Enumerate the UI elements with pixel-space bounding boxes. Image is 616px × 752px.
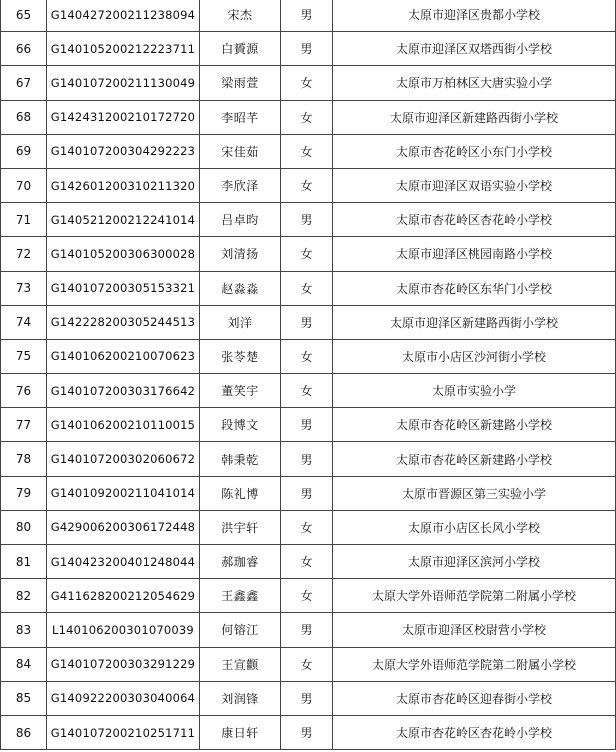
gender-cell: 男 [281, 681, 333, 715]
school-cell: 太原市迎泽区双塔西街小学校 [333, 32, 616, 66]
row-number-cell: 79 [1, 476, 47, 510]
gender-cell: 男 [281, 442, 333, 476]
student-id-cell: G140922200303040064 [47, 681, 200, 715]
school-cell: 太原市杏花岭区东华门小学校 [333, 271, 616, 305]
table-row [1, 237, 616, 271]
student-name-cell: 梁雨萱 [200, 66, 281, 100]
student-name-cell: 陈礼博 [200, 476, 281, 510]
student-id-cell: G140105200306300028 [47, 237, 200, 271]
student-name-cell: 王宣颧 [200, 647, 281, 681]
row-number-cell: 82 [1, 579, 47, 613]
school-cell: 太原市小店区长风小学校 [333, 510, 616, 544]
gender-cell: 女 [281, 168, 333, 202]
student-id-cell: G140106200210110015 [47, 408, 200, 442]
student-name-cell: 刘润锋 [200, 681, 281, 715]
gender-cell: 女 [281, 339, 333, 373]
table-row [1, 613, 616, 647]
gender-cell: 女 [281, 579, 333, 613]
school-cell: 太原市迎泽区校尉营小学校 [333, 613, 616, 647]
row-number-cell: 76 [1, 374, 47, 408]
student-id-cell: G140423200401248044 [47, 545, 200, 579]
gender-cell: 男 [281, 613, 333, 647]
gender-cell: 男 [281, 408, 333, 442]
student-name-cell: 王鑫鑫 [200, 579, 281, 613]
table-row [1, 681, 616, 715]
table-row [1, 100, 616, 134]
row-number-cell: 72 [1, 237, 47, 271]
gender-cell: 男 [281, 305, 333, 339]
school-cell: 太原市杏花岭区新建路小学校 [333, 442, 616, 476]
table-row [1, 134, 616, 168]
student-id-cell: G140107200211130049 [47, 66, 200, 100]
row-number-cell: 83 [1, 613, 47, 647]
gender-cell: 女 [281, 100, 333, 134]
student-table-body [1, 0, 616, 750]
student-name-cell: 吕卓昀 [200, 203, 281, 237]
student-id-cell: G140106200210070623 [47, 339, 200, 373]
gender-cell: 男 [281, 0, 333, 32]
student-name-cell: 刘洋 [200, 305, 281, 339]
school-cell: 太原市万柏林区大唐实验小学 [333, 66, 616, 100]
school-cell: 太原大学外语师范学院第二附属小学校 [333, 579, 616, 613]
student-name-cell: 李昭芊 [200, 100, 281, 134]
student-name-cell: 刘清扬 [200, 237, 281, 271]
student-name-cell: 张苓楚 [200, 339, 281, 373]
row-number-cell: 65 [1, 0, 47, 32]
school-cell: 太原市迎泽区新建路西街小学校 [333, 100, 616, 134]
student-name-cell: 康日轩 [200, 715, 281, 749]
row-number-cell: 78 [1, 442, 47, 476]
table-row [1, 715, 616, 749]
gender-cell: 男 [281, 203, 333, 237]
student-id-cell: G142228200305244513 [47, 305, 200, 339]
row-number-cell: 69 [1, 134, 47, 168]
row-number-cell: 70 [1, 168, 47, 202]
school-cell: 太原市小店区沙河街小学校 [333, 339, 616, 373]
row-number-cell: 73 [1, 271, 47, 305]
table-row [1, 32, 616, 66]
school-cell: 太原市迎泽区贵都小学校 [333, 0, 616, 32]
row-number-cell: 86 [1, 715, 47, 749]
student-id-cell: G411628200212054629 [47, 579, 200, 613]
student-name-cell: 韩秉乾 [200, 442, 281, 476]
gender-cell: 女 [281, 134, 333, 168]
row-number-cell: 84 [1, 647, 47, 681]
school-cell: 太原市杏花岭区杏花岭小学校 [333, 203, 616, 237]
student-id-cell: G140107200304292223 [47, 134, 200, 168]
school-cell: 太原市杏花岭区杏花岭小学校 [333, 715, 616, 749]
table-row [1, 408, 616, 442]
student-name-cell: 何镕江 [200, 613, 281, 647]
row-number-cell: 80 [1, 510, 47, 544]
row-number-cell: 85 [1, 681, 47, 715]
gender-cell: 女 [281, 510, 333, 544]
student-id-cell: G142601200310211320 [47, 168, 200, 202]
student-name-cell: 白贇源 [200, 32, 281, 66]
gender-cell: 女 [281, 647, 333, 681]
row-number-cell: 75 [1, 339, 47, 373]
student-id-cell: G140107200210251711 [47, 715, 200, 749]
table-row [1, 545, 616, 579]
student-name-cell: 李欣泽 [200, 168, 281, 202]
gender-cell: 男 [281, 32, 333, 66]
student-name-cell: 董笑宇 [200, 374, 281, 408]
gender-cell: 女 [281, 545, 333, 579]
student-name-cell: 段博文 [200, 408, 281, 442]
student-id-cell: G140107200305153321 [47, 271, 200, 305]
student-id-cell: L140106200301070039 [47, 613, 200, 647]
student-id-cell: G429006200306172448 [47, 510, 200, 544]
table-row [1, 579, 616, 613]
row-number-cell: 68 [1, 100, 47, 134]
school-cell: 太原市晋源区第三实验小学 [333, 476, 616, 510]
gender-cell: 女 [281, 271, 333, 305]
school-cell: 太原市实验小学 [333, 374, 616, 408]
student-id-cell: G140109200211041014 [47, 476, 200, 510]
row-number-cell: 66 [1, 32, 47, 66]
table-row [1, 442, 616, 476]
row-number-cell: 77 [1, 408, 47, 442]
school-cell: 太原市迎泽区滨河小学校 [333, 545, 616, 579]
table-row [1, 647, 616, 681]
school-cell: 太原市杏花岭区新建路小学校 [333, 408, 616, 442]
gender-cell: 男 [281, 715, 333, 749]
student-name-cell: 郝珈睿 [200, 545, 281, 579]
table-row [1, 271, 616, 305]
student-id-cell: G140521200212241014 [47, 203, 200, 237]
row-number-cell: 71 [1, 203, 47, 237]
gender-cell: 女 [281, 66, 333, 100]
table-row [1, 66, 616, 100]
table-row [1, 374, 616, 408]
gender-cell: 男 [281, 476, 333, 510]
school-cell: 太原大学外语师范学院第二附属小学校 [333, 647, 616, 681]
table-row [1, 305, 616, 339]
school-cell: 太原市杏花岭区小东门小学校 [333, 134, 616, 168]
student-id-cell: G140105200212223711 [47, 32, 200, 66]
table-row [1, 476, 616, 510]
student-id-cell: G142431200210172720 [47, 100, 200, 134]
table-row [1, 168, 616, 202]
school-cell: 太原市杏花岭区迎春街小学校 [333, 681, 616, 715]
table-row [1, 339, 616, 373]
school-cell: 太原市迎泽区双语实验小学校 [333, 168, 616, 202]
gender-cell: 女 [281, 237, 333, 271]
school-cell: 太原市迎泽区新建路西街小学校 [333, 305, 616, 339]
student-id-cell: G140107200302060672 [47, 442, 200, 476]
student-id-cell: G140107200303291229 [47, 647, 200, 681]
student-id-cell: G140107200303176642 [47, 374, 200, 408]
gender-cell: 女 [281, 374, 333, 408]
table-row [1, 203, 616, 237]
student-name-cell: 洪宇轩 [200, 510, 281, 544]
row-number-cell: 67 [1, 66, 47, 100]
table-row [1, 0, 616, 32]
student-name-cell: 宋佳茹 [200, 134, 281, 168]
row-number-cell: 74 [1, 305, 47, 339]
student-name-cell: 赵淼淼 [200, 271, 281, 305]
row-number-cell: 81 [1, 545, 47, 579]
student-name-cell: 宋杰 [200, 0, 281, 32]
student-id-cell: G140427200211238094 [47, 0, 200, 32]
school-cell: 太原市迎泽区桃园南路小学校 [333, 237, 616, 271]
table-row [1, 510, 616, 544]
